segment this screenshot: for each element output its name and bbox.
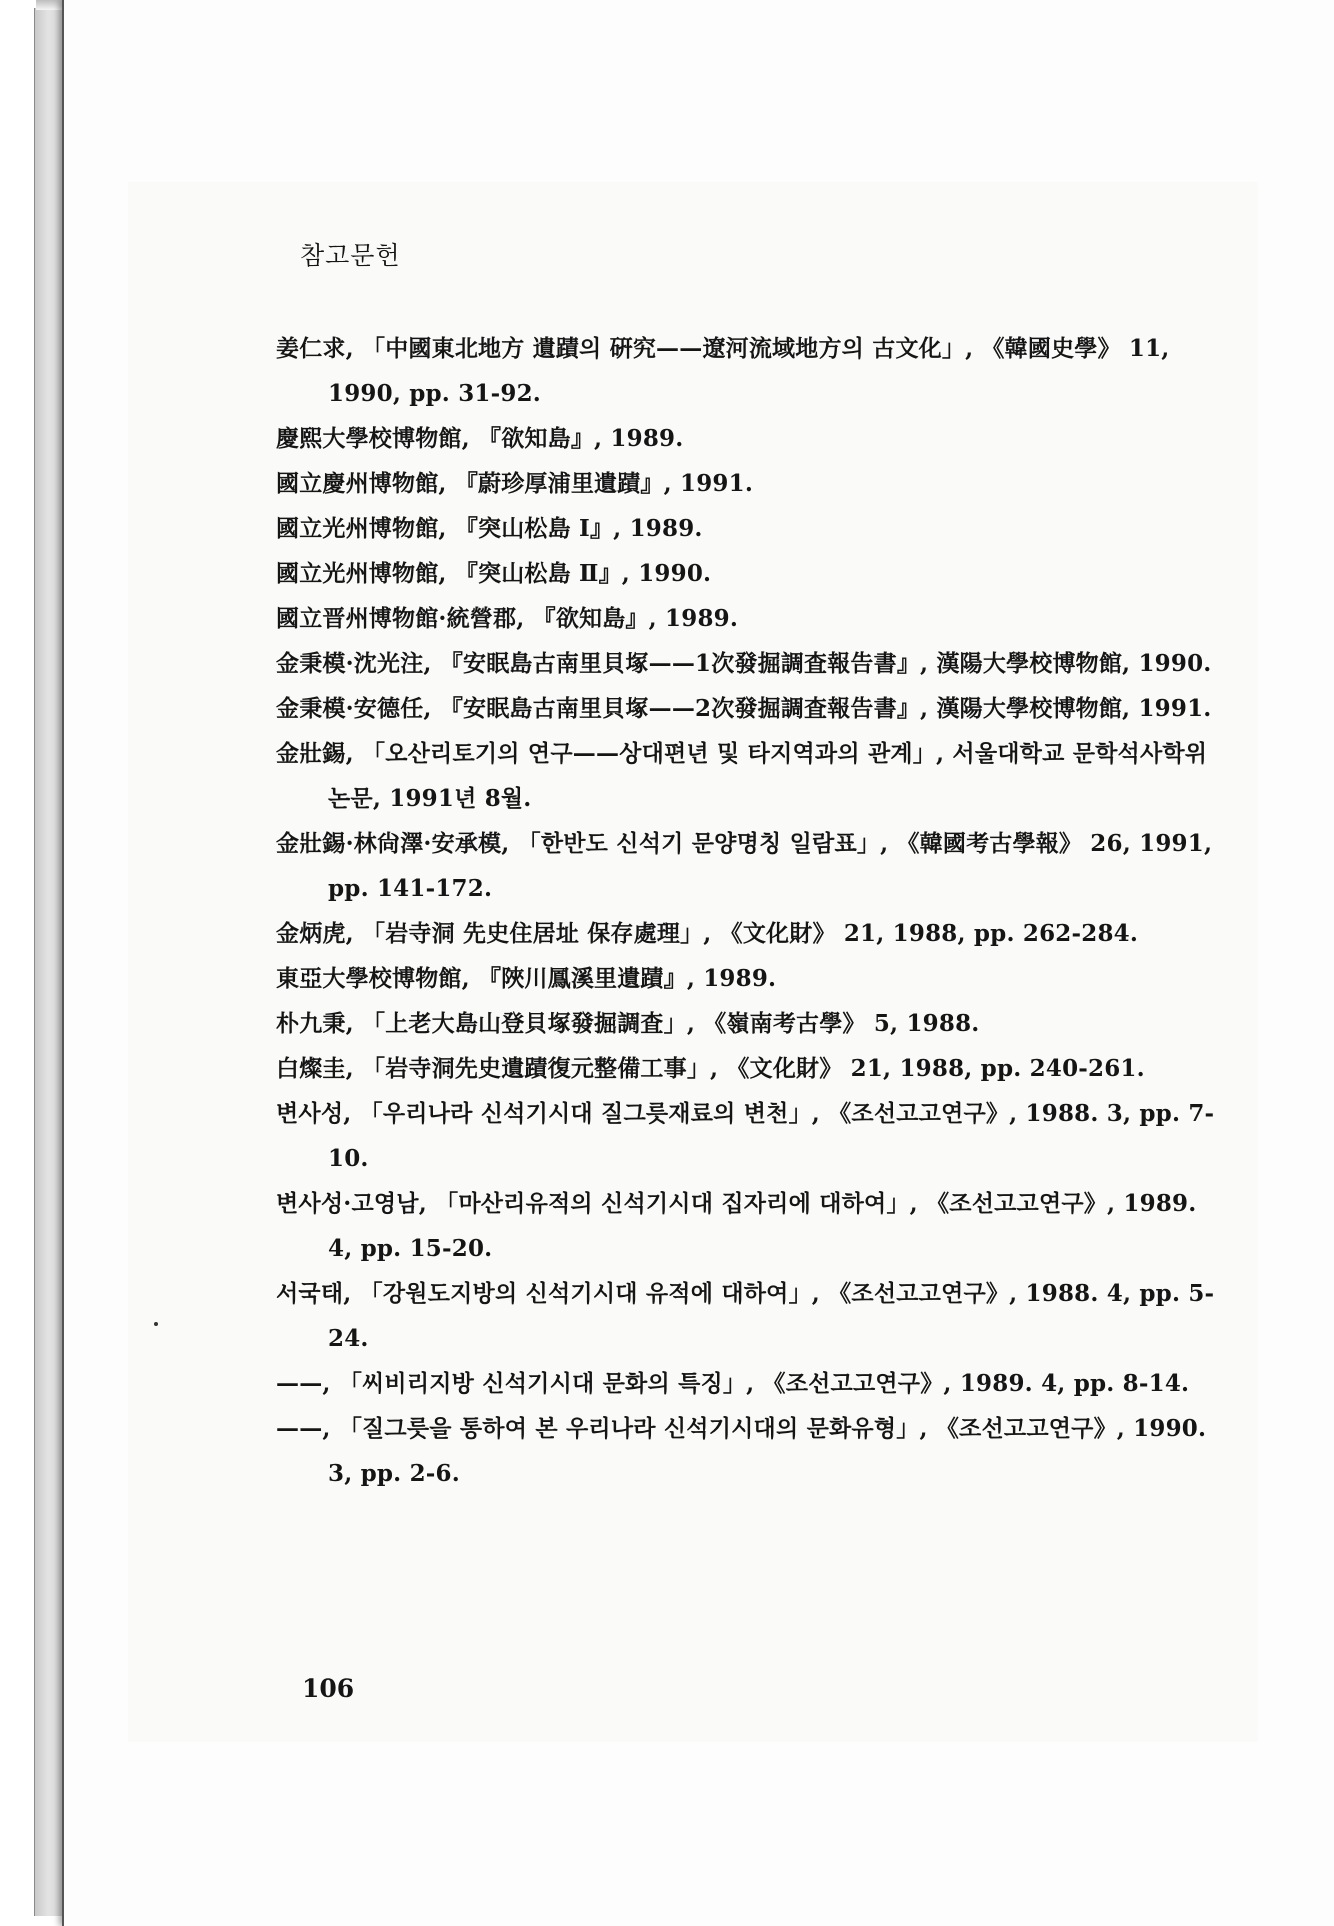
reference-text: 白燦圭, 「岩寺洞先史遺蹟復元整備工事」, 《文化財》 21, 1988, pp. 240-261. — [276, 1055, 1145, 1082]
reference-entry — [276, 1361, 1228, 1406]
reference-text: 변사성, 「우리나라 신석기시대 질그릇재료의 변천」, 《조선고고연구》, 1988. 3, pp. 7-10. — [276, 1100, 1215, 1172]
reference-text: 國立慶州博物館, 『蔚珍厚浦里遺蹟』, 1991. — [276, 470, 754, 497]
reference-text: 金壯錫, 「오산리토기의 연구——상대편년 및 타지역과의 관계」, 서울대학교 문학석사학위논문, 1991년 8월. — [276, 740, 1208, 812]
reference-entry — [276, 821, 1228, 911]
scan-speck — [154, 1322, 158, 1326]
reference-entry — [276, 686, 1228, 731]
reference-text: 朴九秉, 「上老大島山登貝塚發掘調査」, 《嶺南考古學》 5, 1988. — [276, 1010, 980, 1037]
reference-entry — [276, 956, 1228, 1001]
reference-text: 國立光州博物館, 『突山松島 Ⅰ』, 1989. — [276, 515, 703, 542]
reference-entry — [276, 641, 1228, 686]
reference-entry — [276, 1181, 1228, 1271]
reference-text: 國立光州博物館, 『突山松島 Ⅱ』, 1990. — [276, 560, 712, 587]
reference-entry — [276, 416, 1228, 461]
reference-entry — [276, 1001, 1228, 1046]
reference-text: 東亞大學校博物館, 『陜川鳳溪里遺蹟』, 1989. — [276, 965, 777, 992]
reference-entry — [276, 911, 1228, 956]
reference-entry — [276, 461, 1228, 506]
reference-text: 변사성·고영남, 「마산리유적의 신석기시대 집자리에 대하여」, 《조선고고연구》, 1989. 4, pp. 15-20. — [276, 1190, 1197, 1262]
reference-text: 國立晋州博物館·統營郡, 『欲知島』, 1989. — [276, 605, 739, 632]
reference-text: 金秉模·沈光注, 『安眠島古南里貝塚——1次發掘調査報告書』, 漢陽大學校博物館, 1990. — [276, 650, 1212, 677]
reference-entry — [276, 1091, 1228, 1181]
reference-text: ——, 「씨비리지방 신석기시대 문화의 특징」, 《조선고고연구》, 1989. 4, pp. 8-14. — [276, 1370, 1190, 1397]
reference-text: ——, 「질그릇을 통하여 본 우리나라 신석기시대의 문화유형」, 《조선고고연구》, 1990. 3, pp. 2-6. — [276, 1415, 1207, 1487]
reference-text: 金炳虎, 「岩寺洞 先史住居址 保存處理」, 《文化財》 21, 1988, pp. 262-284. — [276, 920, 1139, 947]
reference-entry — [276, 551, 1228, 596]
reference-entry — [276, 1046, 1228, 1091]
reference-entry — [276, 731, 1228, 821]
reference-text: 金秉模·安德任, 『安眠島古南里貝塚——2次發掘調査報告書』, 漢陽大學校博物館, 1991. — [276, 695, 1212, 722]
reference-entry — [276, 1406, 1228, 1496]
reference-entry — [276, 506, 1228, 551]
reference-entry — [276, 326, 1228, 416]
reference-entry — [276, 596, 1228, 641]
reference-text: 姜仁求, 「中國東北地方 遺蹟의 硏究——遼河流域地方의 古文化」, 《韓國史學》 11, 1990, pp. 31-92. — [276, 335, 1170, 407]
reference-text: 金壯錫·林尙澤·安承模, 「한반도 신석기 문양명칭 일람표」, 《韓國考古學報》 26, 1991, pp. 141-172. — [276, 830, 1213, 902]
reference-text: 서국태, 「강원도지방의 신석기시대 유적에 대하여」, 《조선고고연구》, 1988. 4, pp. 5-24. — [276, 1280, 1215, 1352]
reference-list — [276, 326, 1228, 1496]
reference-text: 慶熙大學校博物館, 『欲知島』, 1989. — [276, 425, 684, 452]
page-number: 106 — [302, 1674, 355, 1703]
reference-entry — [276, 1271, 1228, 1361]
page-title: 참고문헌 — [300, 241, 401, 270]
